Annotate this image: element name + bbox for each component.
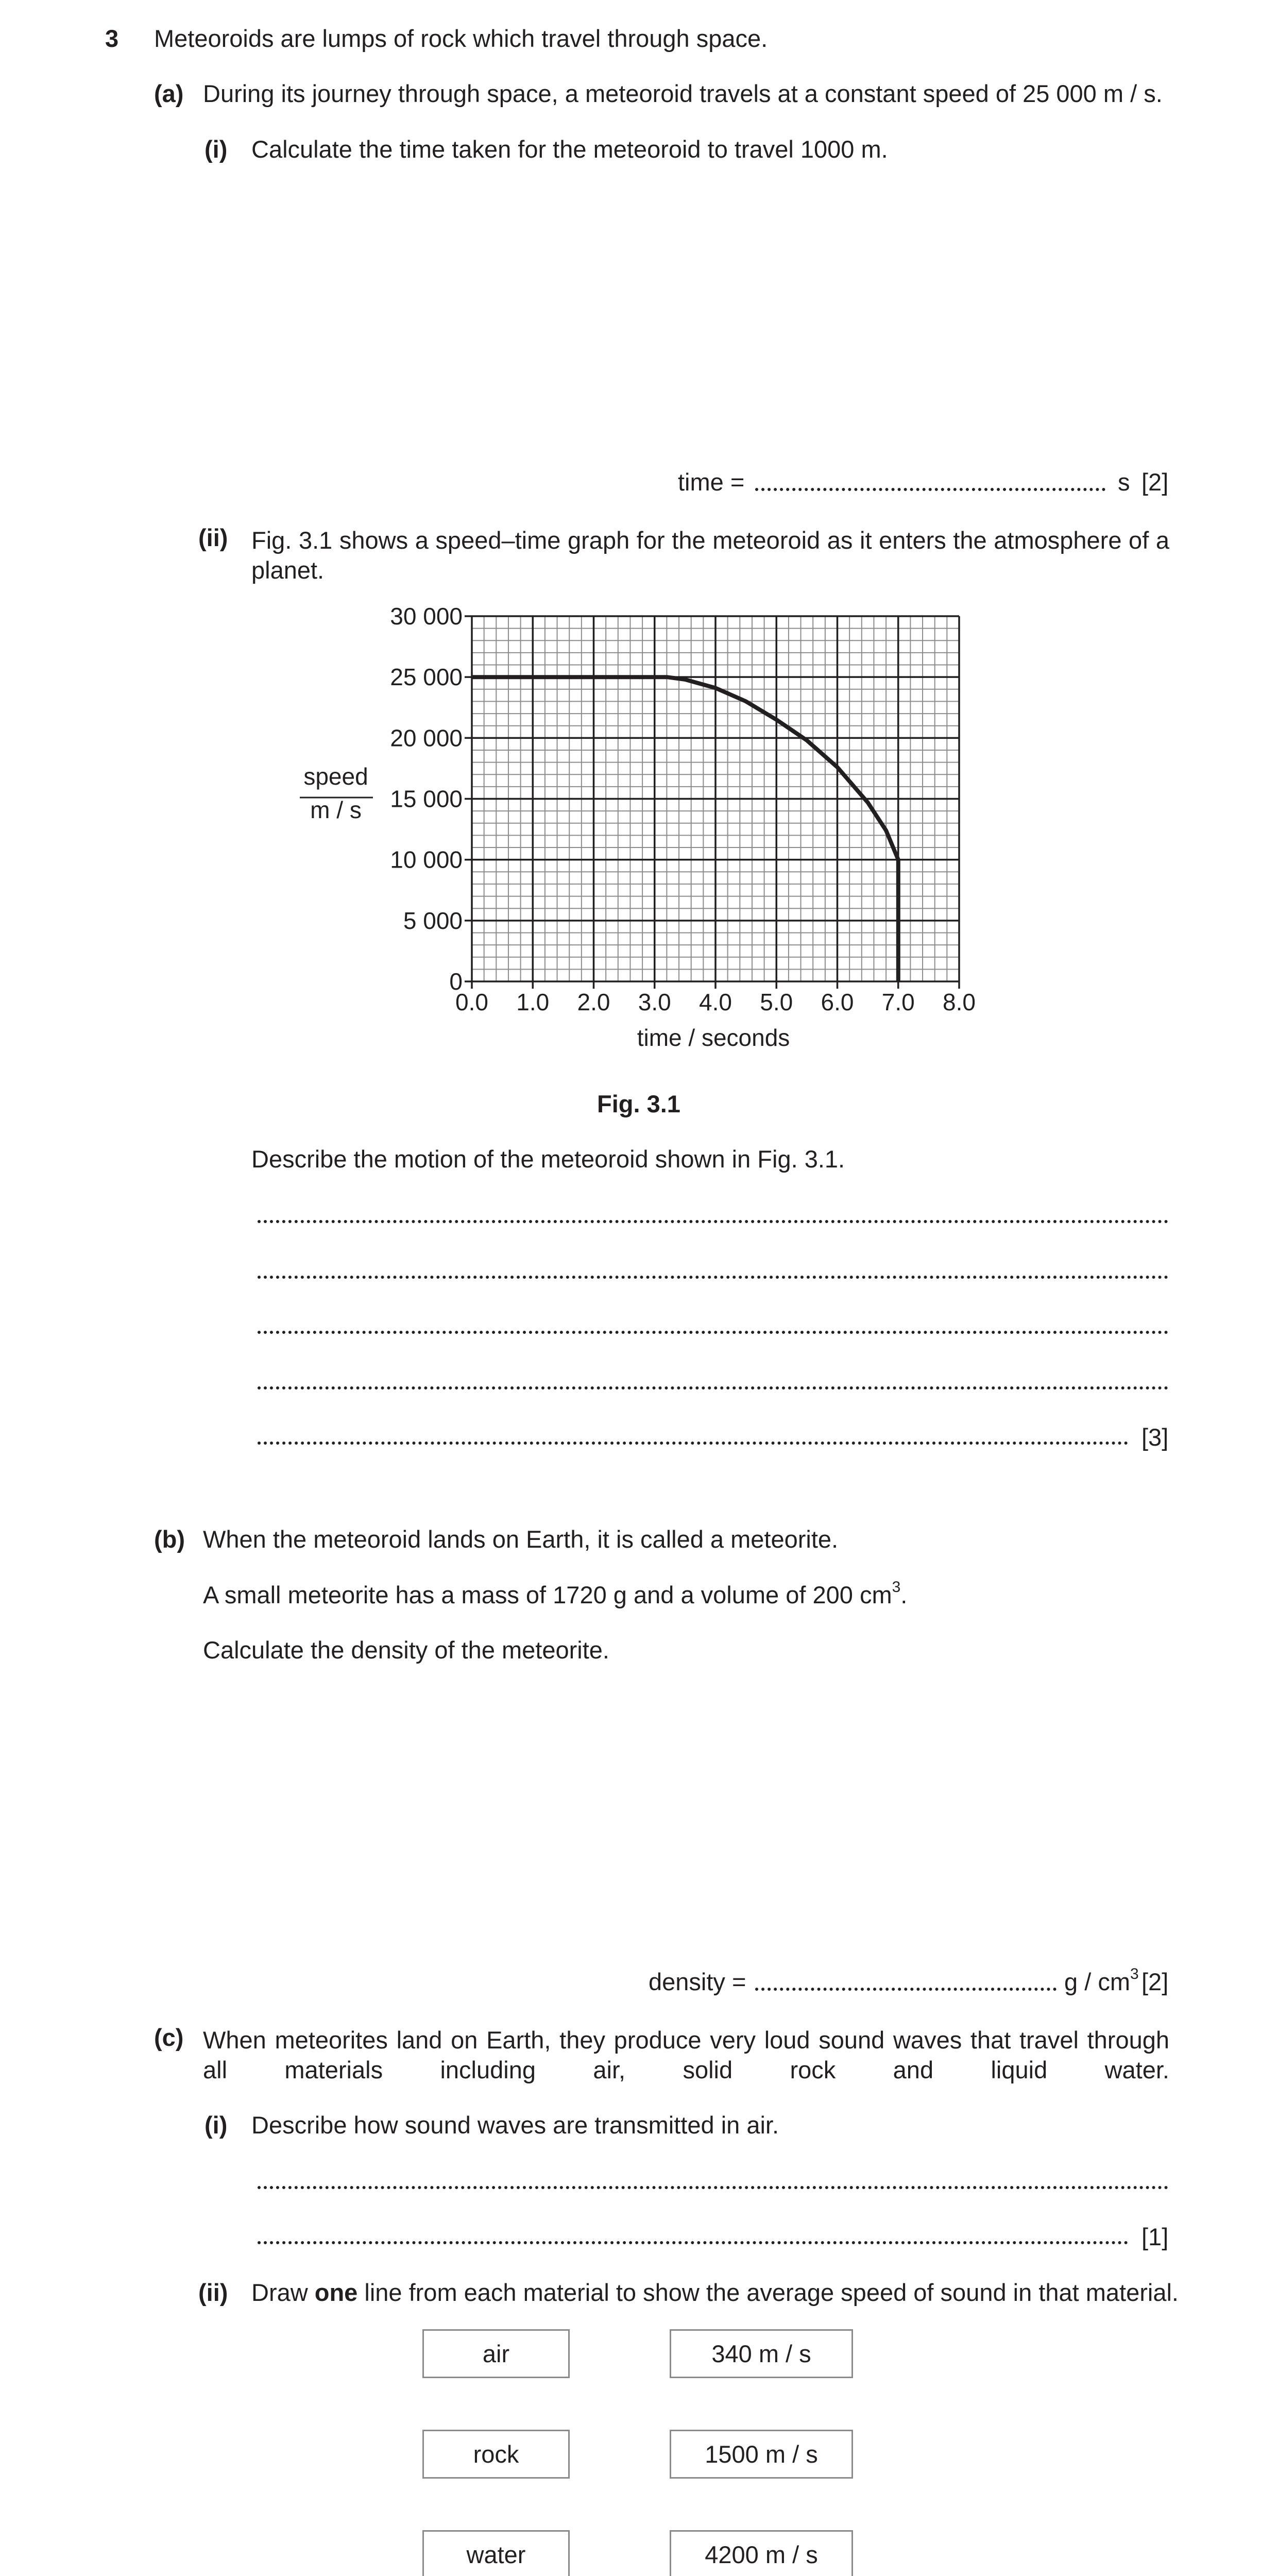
part-b-text-1: When the meteoroid lands on Earth, it is called a meteorite. (203, 1526, 839, 1553)
answer-line-4[interactable] (258, 1386, 1168, 1389)
part-a-ii-prompt: Describe the motion of the meteoroid shown in Fig. 3.1. (251, 1145, 845, 1173)
y-tick-label: 25 000 (390, 664, 463, 691)
figure-caption: Fig. 3.1 (597, 1090, 680, 1117)
y-axis-label: speed (303, 763, 368, 790)
part-b-text-2: A small meteorite has a mass of 1720 g and a volume of 200 $cm^3$. (203, 1579, 908, 1608)
material-box-rock[interactable]: rock (422, 2430, 570, 2479)
speed-box-1500[interactable]: 1500 m / s (670, 2430, 853, 2479)
part-a-i-text: Calculate the time taken for the meteoroid to travel 1000 m. (251, 135, 888, 163)
y-tick-label: 30 000 (390, 603, 463, 630)
part-c-label: (c) (154, 2024, 184, 2051)
x-tick-label: 4.0 (699, 989, 732, 1015)
density-answer-label: density = (649, 1968, 746, 1995)
y-tick-label: 15 000 (390, 785, 463, 812)
question-number: 3 (105, 25, 119, 52)
x-tick-label: 5.0 (760, 989, 793, 1015)
x-axis-label: time / seconds (637, 1024, 790, 1051)
part-b-label: (b) (154, 1526, 185, 1553)
part-c-text: When meteorites land on Earth, they produce very loud sound waves that travel through all materials including air, solid rock and liquid water. (203, 2026, 1169, 2083)
part-c-i-marks: [1] (1141, 2223, 1169, 2250)
material-box-air[interactable]: air (422, 2329, 570, 2378)
y-tick-label: 0 (449, 968, 463, 995)
x-tick-label: 0.0 (455, 989, 488, 1015)
speed-box-340[interactable]: 340 m / s (670, 2329, 853, 2378)
x-tick-label: 6.0 (821, 989, 854, 1015)
part-a-i-marks: [2] (1141, 468, 1169, 496)
c-i-answer-line-1[interactable] (258, 2186, 1168, 2189)
answer-line-3[interactable] (258, 1331, 1168, 1334)
y-axis-unit: m / s (310, 796, 362, 823)
speed-box-4200[interactable]: 4200 m / s (670, 2530, 853, 2576)
density-answer-line[interactable] (755, 1988, 1057, 1991)
answer-line-2[interactable] (258, 1276, 1168, 1279)
x-tick-label: 8.0 (943, 989, 976, 1015)
part-c-ii-text: Draw one line from each material to show the average speed of sound in that material. (251, 2279, 1179, 2306)
part-c-i-label: (i) (205, 2111, 228, 2139)
part-a-ii-text: Fig. 3.1 shows a speed–time graph for the meteoroid as it enters the atmosphere of a planet. (251, 527, 1169, 584)
part-a-ii-label: (ii) (198, 524, 228, 551)
c-i-answer-line-2[interactable] (258, 2241, 1128, 2244)
part-c-i-text: Describe how sound waves are transmitted in air. (251, 2111, 779, 2139)
x-tick-label: 1.0 (516, 989, 550, 1015)
y-tick-label: 20 000 (390, 724, 463, 752)
x-tick-label: 2.0 (577, 989, 610, 1015)
speed-time-graph (0, 0, 1278, 1082)
part-a-i-label: (i) (205, 135, 228, 163)
answer-line-5[interactable] (258, 1442, 1128, 1445)
time-answer-unit: s (1118, 468, 1130, 496)
time-answer-label: time = (678, 468, 745, 496)
answer-line-1[interactable] (258, 1220, 1168, 1223)
part-a-text: During its journey through space, a meteoroid travels at a constant speed of 25 000 m / s. (203, 80, 1163, 107)
x-tick-label: 7.0 (881, 989, 915, 1015)
material-box-water[interactable]: water (422, 2530, 570, 2576)
density-answer-unit: g / $cm^3$ (1064, 1965, 1139, 1995)
question-intro: Meteoroids are lumps of rock which travel through space. (154, 25, 768, 52)
part-b-text-3: Calculate the density of the meteorite. (203, 1636, 609, 1664)
y-tick-label: 10 000 (390, 846, 463, 873)
part-c-ii-label: (ii) (198, 2279, 228, 2306)
part-b-marks: [2] (1141, 1968, 1169, 1995)
part-a-label: (a) (154, 80, 184, 107)
y-tick-label: 5 000 (403, 907, 463, 934)
part-a-ii-marks: [3] (1141, 1423, 1169, 1451)
x-tick-label: 3.0 (638, 989, 671, 1015)
series-line (472, 677, 898, 981)
